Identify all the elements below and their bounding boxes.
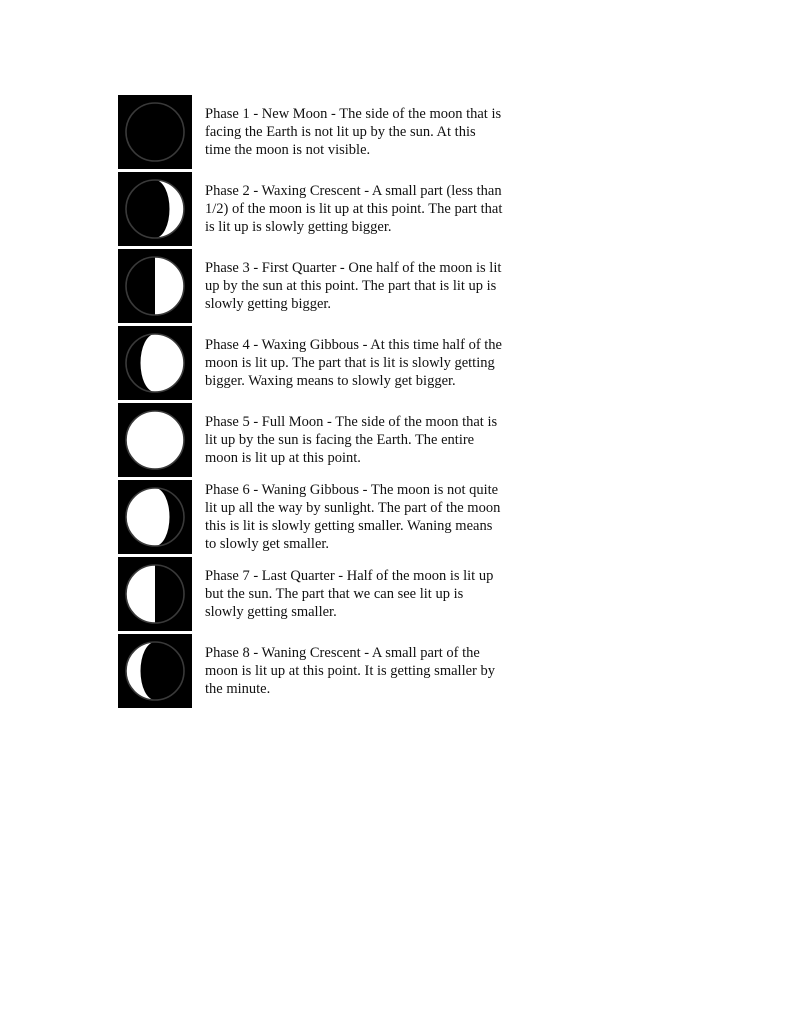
moon-lit-portion [126, 565, 155, 623]
moon-lit-portion [141, 334, 184, 392]
phase-3-description: Phase 3 - First Quarter - One half of the moon is lit up by the sun at this point. The part that is lit up is slowly getting bigger. [205, 260, 502, 312]
phase-row-2 [118, 172, 518, 246]
phase-row-6 [118, 480, 518, 554]
moon-phase-3-image [118, 249, 192, 323]
phase-row-8 [118, 634, 518, 708]
phase-4-description: Phase 4 - Waxing Gibbous - At this time half of the moon is lit up. The part that is lit is slowly getting bigger. Waxing means to slowly get bigger. [205, 337, 502, 389]
moon-icon [118, 403, 192, 477]
phase-6-description: Phase 6 - Waning Gibbous - The moon is not quite lit up all the way by sunlight. The part of the moon this is lit is slowly getting smaller. Waning means to slowly get smaller. [205, 482, 501, 552]
moon-lit-portion [155, 257, 184, 315]
phase-row-3 [118, 249, 518, 323]
moon-phase-4-image [118, 326, 192, 400]
moon-icon [118, 249, 192, 323]
moon-icon [118, 326, 192, 400]
phase-row-7 [118, 557, 518, 631]
moon-icon [118, 634, 192, 708]
phase-1-description: Phase 1 - New Moon - The side of the moon that is facing the Earth is not lit up by the sun. At this time the moon is not visible. [205, 106, 502, 158]
phase-row-1 [118, 95, 518, 169]
phase-row-5 [118, 403, 518, 477]
moon-phase-8-image [118, 634, 192, 708]
phase-row-4 [118, 326, 518, 400]
moon-phase-7-image [118, 557, 192, 631]
moon-phase-1-image [118, 95, 192, 169]
moon-phase-5-image [118, 403, 192, 477]
moon-outline [126, 103, 184, 161]
phase-2-description: Phase 2 - Waxing Crescent - A small part (less than 1/2) of the moon is lit up at this point. The part that is lit up is slowly getting bigger. [205, 183, 503, 235]
moon-lit-portion [155, 180, 184, 238]
phase-7-description: Phase 7 - Last Quarter - Half of the moon is lit up but the sun. The part that we can see lit up is slowly getting smaller. [205, 568, 494, 620]
moon-icon [118, 95, 192, 169]
moon-icon [118, 172, 192, 246]
moon-phase-6-image [118, 480, 192, 554]
phase-5-description: Phase 5 - Full Moon - The side of the moon that is lit up by the sun is facing the Earth. The entire moon is lit up at this point. [205, 414, 498, 466]
phase-8-description: Phase 8 - Waning Crescent - A small part of the moon is lit up at this point. It is getting smaller by the minute. [205, 645, 495, 697]
moon-icon [118, 480, 192, 554]
moon-lit-portion [126, 642, 155, 700]
moon-phase-list [118, 95, 518, 708]
moon-phase-2-image [118, 172, 192, 246]
moon-icon [118, 557, 192, 631]
moon-lit-portion [126, 488, 169, 546]
